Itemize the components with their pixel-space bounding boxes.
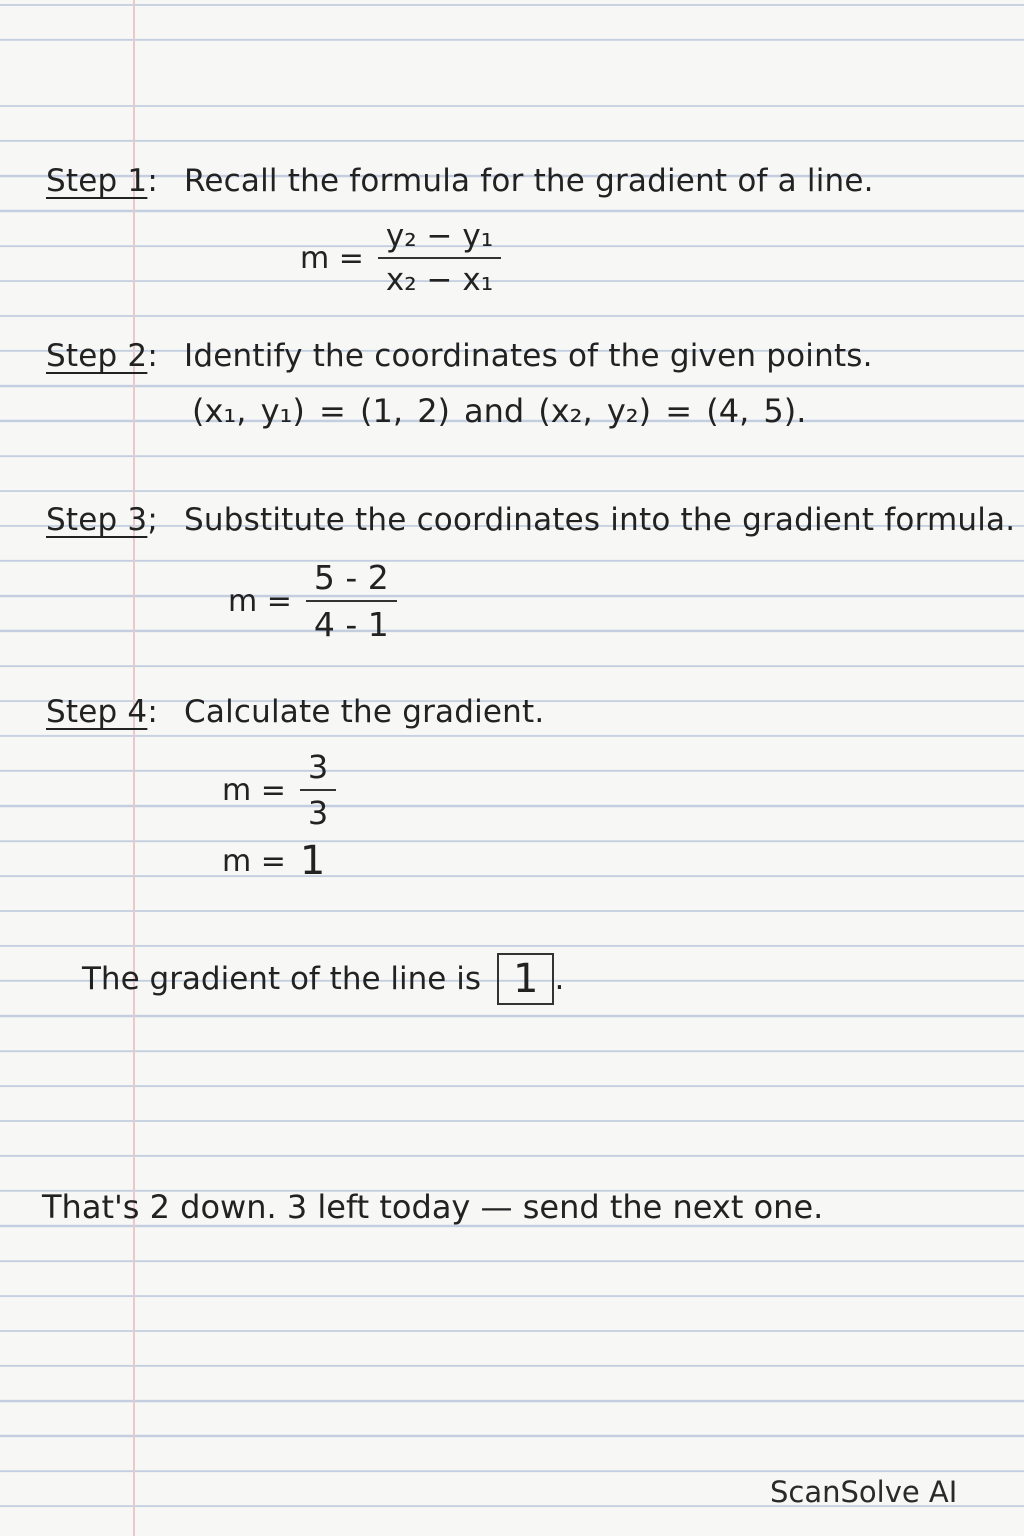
closing-message: That's 2 down. 3 left today — send the next one. <box>42 1188 824 1226</box>
calculation-formula-lhs: m = <box>222 772 286 808</box>
gradient-formula-denominator: x₂ − x₁ <box>385 262 494 298</box>
brand-signature: ScanSolve AI <box>770 1475 958 1509</box>
step-1 <box>46 163 874 199</box>
substitution-formula-denominator: 4 - 1 <box>313 605 389 644</box>
substitution-formula-fraction <box>306 558 397 644</box>
step-2-text: Identify the coordinates of the given points. <box>184 338 873 374</box>
calculation-formula-fraction <box>300 748 336 832</box>
gradient-formula-numerator: y₂ − y₁ <box>378 218 501 259</box>
step-1-label: Step 1 <box>46 163 148 199</box>
step-3-colon: ; <box>147 502 159 538</box>
step-4-text: Calculate the gradient. <box>184 694 545 730</box>
gradient-formula-fraction <box>378 218 501 298</box>
calculation-formula <box>222 748 336 832</box>
calculation-result-lhs: m = <box>222 843 286 879</box>
step-3-text: Substitute the coordinates into the gradient formula. <box>184 502 1016 538</box>
margin-line <box>133 0 135 1536</box>
step-2-label: Step 2 <box>46 338 148 374</box>
substitution-formula <box>228 558 397 644</box>
point-2-coordinates: (x₂, y₂) = (4, 5). <box>538 392 807 430</box>
substitution-formula-numerator: 5 - 2 <box>306 558 397 602</box>
step-1-text: Recall the formula for the gradient of a line. <box>184 163 874 199</box>
given-coordinates <box>192 392 806 430</box>
step-3 <box>46 502 1015 538</box>
conclusion-end: . <box>554 961 565 997</box>
step-4-colon: : <box>147 694 159 730</box>
calculation-formula-numerator: 3 <box>300 748 336 791</box>
coordinates-joiner: and <box>464 392 525 430</box>
step-2 <box>46 338 873 374</box>
calculation-result <box>222 838 325 884</box>
point-1-coordinates: (x₁, y₁) = (1, 2) <box>192 392 451 430</box>
conclusion-text: The gradient of the line is <box>82 961 481 997</box>
step-4-label: Step 4 <box>46 694 148 730</box>
calculation-formula-denominator: 3 <box>307 794 329 832</box>
gradient-formula-lhs: m = <box>300 240 364 276</box>
step-1-colon: : <box>147 163 159 199</box>
step-3-label: Step 3 <box>46 502 148 538</box>
substitution-formula-lhs: m = <box>228 583 292 619</box>
answer-box: 1 <box>497 953 554 1005</box>
step-4 <box>46 694 544 730</box>
calculation-result-value: 1 <box>299 838 326 884</box>
conclusion <box>82 953 564 1005</box>
step-2-colon: : <box>147 338 159 374</box>
gradient-formula <box>300 218 501 298</box>
